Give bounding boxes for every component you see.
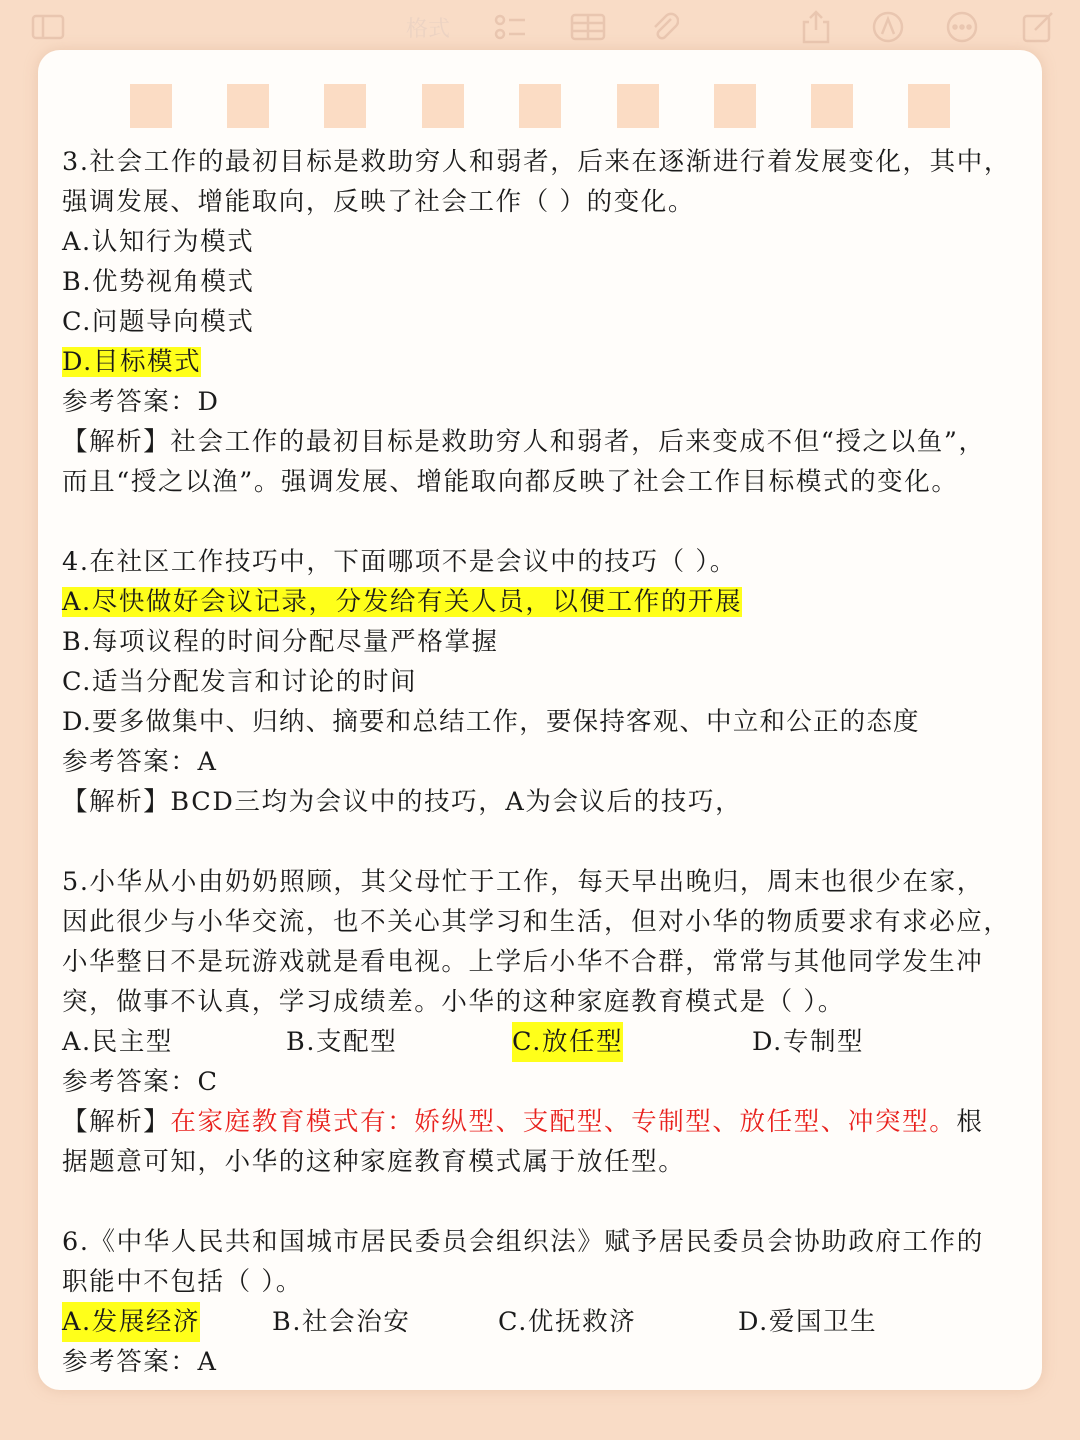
tab-decoration bbox=[908, 84, 950, 128]
question-text: 3.社会工作的最初目标是救助穷人和弱者，后来在逐渐进行着发展变化，其中， bbox=[62, 147, 1011, 177]
tab-decoration bbox=[130, 84, 172, 128]
answer-text: 参考答案：A bbox=[62, 747, 218, 777]
analysis-text: 而且“授之以渔”。强调发展、增能取向都反映了社会工作目标模式的变化。 bbox=[62, 467, 959, 497]
option-b: B.社会治安 bbox=[272, 1307, 411, 1337]
notebook-tabs bbox=[38, 84, 1042, 128]
checklist-icon[interactable] bbox=[490, 8, 530, 46]
options-row bbox=[62, 1022, 1038, 1062]
sidebar-icon[interactable] bbox=[28, 8, 68, 46]
question-text: 强调发展、增能取向，反映了社会工作（ ）的变化。 bbox=[62, 187, 696, 217]
attachment-icon[interactable] bbox=[646, 8, 682, 46]
analysis-text: 据题意可知，小华的这种家庭教育模式属于放任型。 bbox=[62, 1147, 686, 1177]
option-c: C.问题导向模式 bbox=[62, 307, 255, 337]
analysis-suffix: 根 bbox=[956, 1107, 984, 1137]
question-text: 因此很少与小华交流，也不关心其学习和生活，但对小华的物质要求有求必应， bbox=[62, 907, 1011, 937]
tab-decoration bbox=[617, 84, 659, 128]
answer-text: 参考答案：C bbox=[62, 1067, 219, 1097]
analysis-prefix: 【解析】 bbox=[62, 1107, 171, 1137]
analysis-text bbox=[62, 1102, 1038, 1142]
option-a: A.民主型 bbox=[62, 1027, 174, 1057]
analysis-text: 【解析】BCD三均为会议中的技巧，A为会议后的技巧， bbox=[62, 787, 743, 817]
more-icon[interactable] bbox=[942, 8, 982, 46]
option-b: B.优势视角模式 bbox=[62, 267, 255, 297]
option-a: A.认知行为模式 bbox=[62, 227, 255, 257]
question-text: 4.在社区工作技巧中，下面哪项不是会议中的技巧（ ）。 bbox=[62, 547, 737, 577]
option-c: C.适当分配发言和讨论的时间 bbox=[62, 667, 418, 697]
options-row bbox=[62, 1302, 1038, 1342]
format-button[interactable] bbox=[398, 8, 458, 46]
tab-decoration bbox=[519, 84, 561, 128]
question-text: 突，做事不认真，学习成绩差。小华的这种家庭教育模式是（ ）。 bbox=[62, 987, 845, 1017]
tab-decoration bbox=[714, 84, 756, 128]
option-b: B.支配型 bbox=[286, 1027, 398, 1057]
tab-decoration bbox=[324, 84, 366, 128]
analysis-emphasis: 在家庭教育模式有：娇纵型、支配型、专制型、放任型、冲突型。 bbox=[170, 1107, 957, 1137]
notes-toolbar bbox=[0, 0, 1080, 56]
note-card bbox=[38, 50, 1042, 1390]
question-text: 5.小华从小由奶奶照顾，其父母忙于工作，每天早出晚归，周末也很少在家， bbox=[62, 867, 984, 897]
markup-icon[interactable] bbox=[868, 8, 908, 46]
analysis-text: 【解析】社会工作的最初目标是救助穷人和弱者，后来变成不但“授之以鱼”， bbox=[62, 427, 986, 457]
question-text: 6.《中华人民共和国城市居民委员会组织法》赋予居民委员会协助政府工作的 bbox=[62, 1227, 984, 1257]
option-d: D.专制型 bbox=[752, 1027, 865, 1057]
option-d: D.要多做集中、归纳、摘要和总结工作，要保持客观、中立和公正的态度 bbox=[62, 707, 920, 737]
tab-decoration bbox=[422, 84, 464, 128]
option-c: C.优抚救济 bbox=[498, 1307, 637, 1337]
compose-icon[interactable] bbox=[1018, 8, 1058, 46]
answer-text: 参考答案：D bbox=[62, 387, 220, 417]
share-icon[interactable] bbox=[796, 8, 836, 46]
question-text: 小华整日不是玩游戏就是看电视。上学后小华不合群，常常与其他同学发生冲 bbox=[62, 947, 984, 977]
table-icon[interactable] bbox=[568, 8, 608, 46]
option-d-highlighted: D.目标模式 bbox=[62, 347, 202, 377]
option-c-highlighted: C.放任型 bbox=[512, 1022, 623, 1062]
option-a-highlighted: A.尽快做好会议记录，分发给有关人员，以便工作的开展 bbox=[62, 587, 743, 617]
question-text: 职能中不包括（ ）。 bbox=[62, 1267, 303, 1297]
tab-decoration bbox=[227, 84, 269, 128]
answer-text: 参考答案：A bbox=[62, 1347, 218, 1377]
note-body[interactable] bbox=[62, 142, 1038, 1382]
format-label: 格式 bbox=[405, 16, 450, 42]
option-d: D.爱国卫生 bbox=[738, 1307, 878, 1337]
option-b: B.每项议程的时间分配尽量严格掌握 bbox=[62, 627, 499, 657]
option-a-highlighted: A.发展经济 bbox=[62, 1302, 200, 1342]
tab-decoration bbox=[811, 84, 853, 128]
